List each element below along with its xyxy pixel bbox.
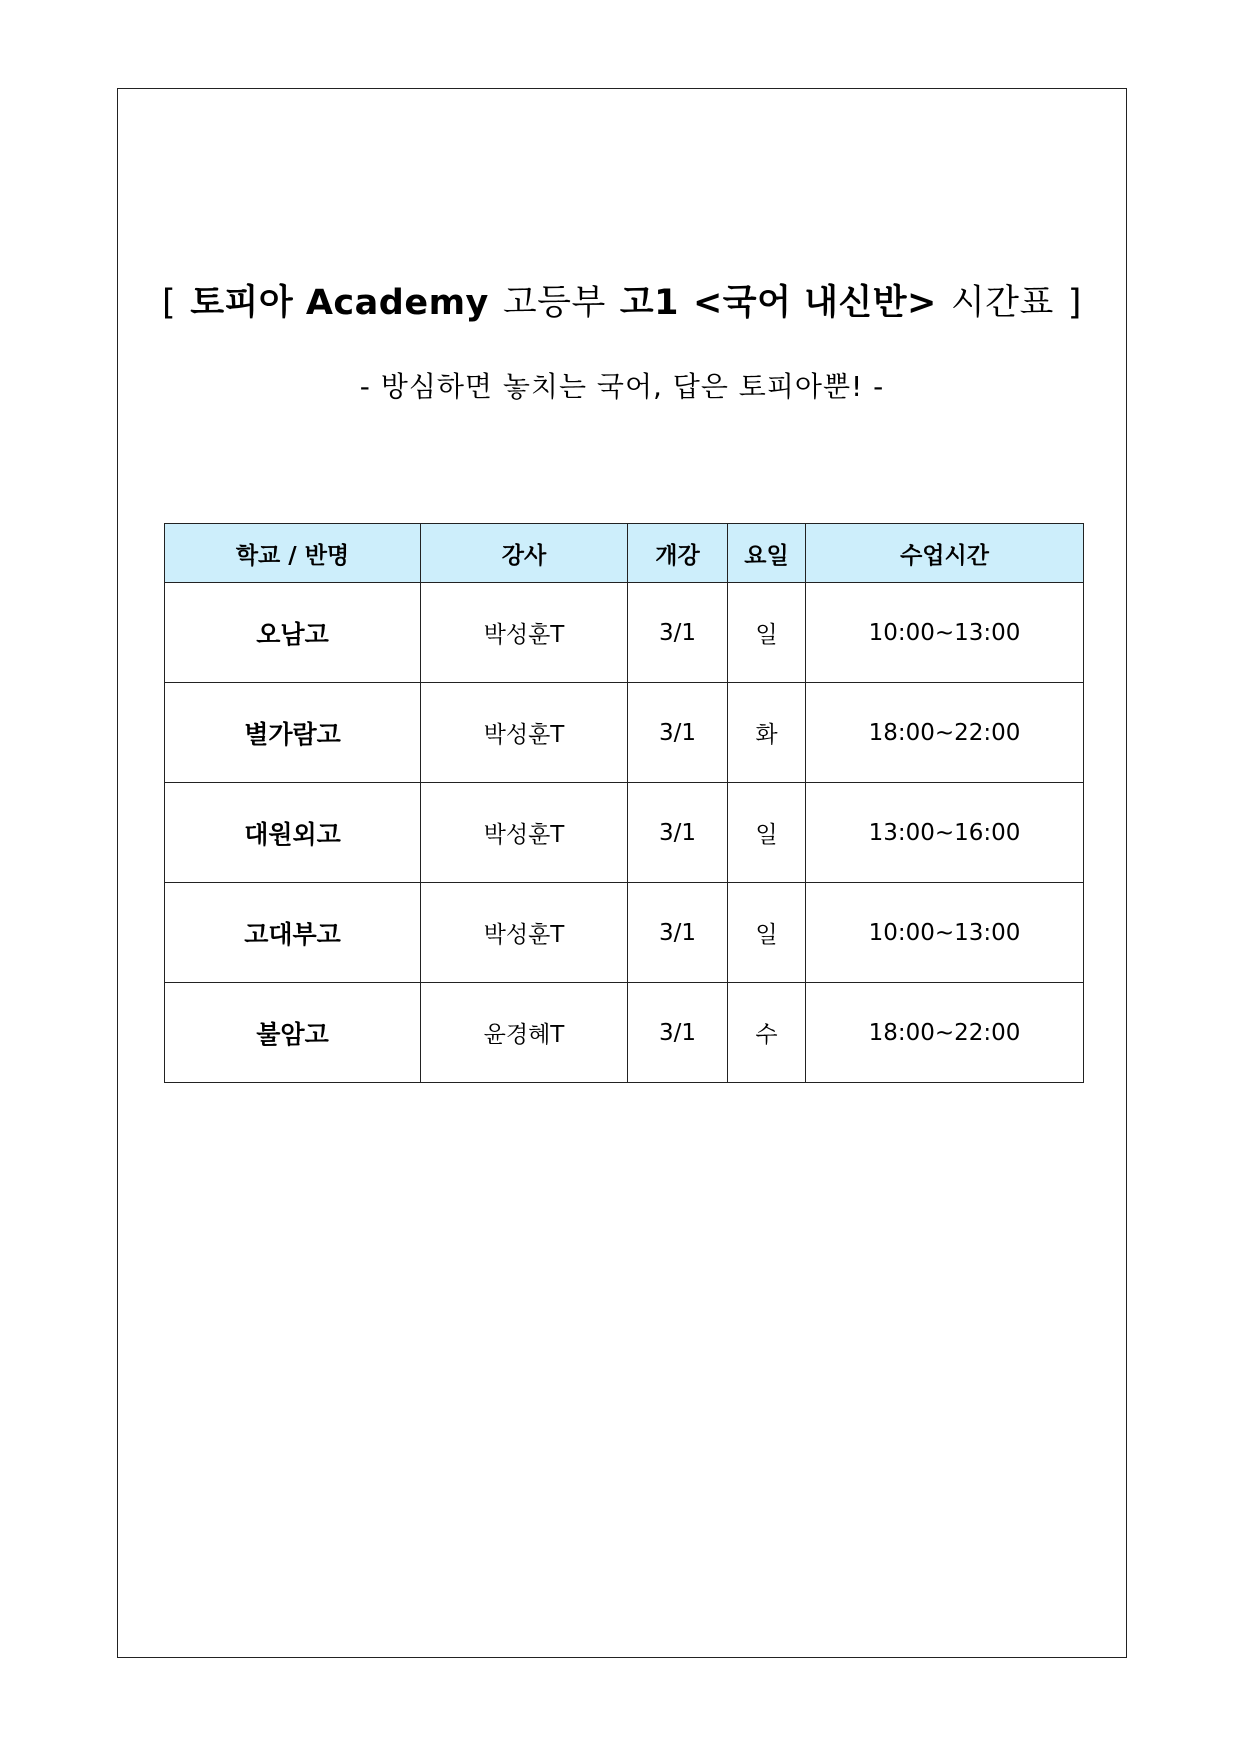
cell-day: 일 xyxy=(728,783,806,883)
cell-school: 고대부고 xyxy=(165,883,421,983)
cell-day: 수 xyxy=(728,983,806,1083)
schedule-table xyxy=(164,523,1084,1083)
cell-day: 화 xyxy=(728,683,806,783)
table-row xyxy=(165,883,1084,983)
cell-school: 오남고 xyxy=(165,583,421,683)
table-row xyxy=(165,583,1084,683)
cell-start: 3/1 xyxy=(628,883,728,983)
page-subtitle: - 방심하면 놓치는 국어, 답은 토피아뿐! - xyxy=(359,370,885,403)
title-division: 고등부 xyxy=(502,283,606,323)
title-suffix: 시간표 xyxy=(950,283,1054,323)
cell-teacher: 박성훈T xyxy=(421,583,628,683)
table-row xyxy=(165,983,1084,1083)
cell-time: 10:00~13:00 xyxy=(806,883,1084,983)
title-close-bracket: ] xyxy=(1067,283,1082,323)
cell-teacher: 박성훈T xyxy=(421,883,628,983)
page-title xyxy=(117,280,1127,326)
cell-school: 불암고 xyxy=(165,983,421,1083)
cell-day: 일 xyxy=(728,883,806,983)
cell-start: 3/1 xyxy=(628,983,728,1083)
header-day: 요일 xyxy=(728,524,806,583)
cell-day: 일 xyxy=(728,583,806,683)
cell-teacher: 박성훈T xyxy=(421,683,628,783)
cell-time: 10:00~13:00 xyxy=(806,583,1084,683)
title-grade: 고1 xyxy=(619,283,679,323)
cell-time: 18:00~22:00 xyxy=(806,683,1084,783)
cell-time: 13:00~16:00 xyxy=(806,783,1084,883)
header-school: 학교 / 반명 xyxy=(165,524,421,583)
table-header-row xyxy=(165,524,1084,583)
title-open-bracket: [ xyxy=(162,283,177,323)
header-teacher: 강사 xyxy=(421,524,628,583)
header-start: 개강 xyxy=(628,524,728,583)
cell-start: 3/1 xyxy=(628,783,728,883)
table-row xyxy=(165,683,1084,783)
title-brand: 토피아 Academy xyxy=(190,283,489,323)
cell-teacher: 윤경혜T xyxy=(421,983,628,1083)
cell-start: 3/1 xyxy=(628,583,728,683)
title-course: <국어 내신반> xyxy=(692,283,937,323)
header-time: 수업시간 xyxy=(806,524,1084,583)
cell-time: 18:00~22:00 xyxy=(806,983,1084,1083)
cell-teacher: 박성훈T xyxy=(421,783,628,883)
cell-school: 별가람고 xyxy=(165,683,421,783)
cell-start: 3/1 xyxy=(628,683,728,783)
cell-school: 대원외고 xyxy=(165,783,421,883)
table-row xyxy=(165,783,1084,883)
